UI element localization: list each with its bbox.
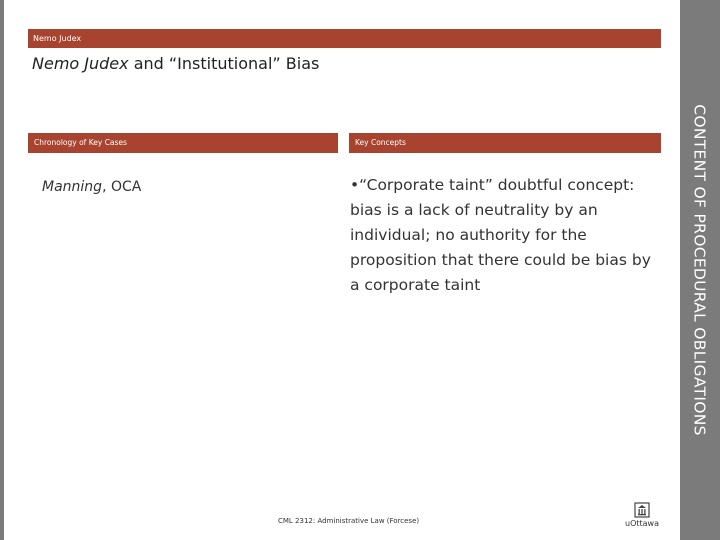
page-title (32, 54, 319, 73)
column-header-concepts: Key Concepts (349, 133, 661, 153)
column-header-cases: Chronology of Key Cases (28, 133, 338, 153)
header-bar: Nemo Judex (28, 29, 661, 48)
concept-bullet: •“Corporate taint” doubtful concept: bias is a lack of neutrality by an individual; no authority for the proposition that there could be bias by a corporate taint (350, 176, 651, 294)
case-name: Manning (42, 179, 103, 195)
title-italic: Nemo Judex (32, 54, 129, 73)
footer-course: CML 2312: Administrative Law (Forcese) (278, 517, 420, 525)
case-court: , OCA (102, 179, 142, 195)
sidebar-title-wrap (680, 0, 720, 540)
title-rest: and “Institutional” Bias (128, 54, 320, 73)
case-entry (42, 179, 141, 195)
left-rule (0, 0, 4, 540)
logo-text: uOttawa (625, 519, 659, 528)
sidebar-title: CONTENT OF PROCEDURAL OBLIGATIONS (691, 104, 709, 436)
uottawa-logo (624, 502, 660, 528)
university-building-icon (634, 502, 650, 518)
